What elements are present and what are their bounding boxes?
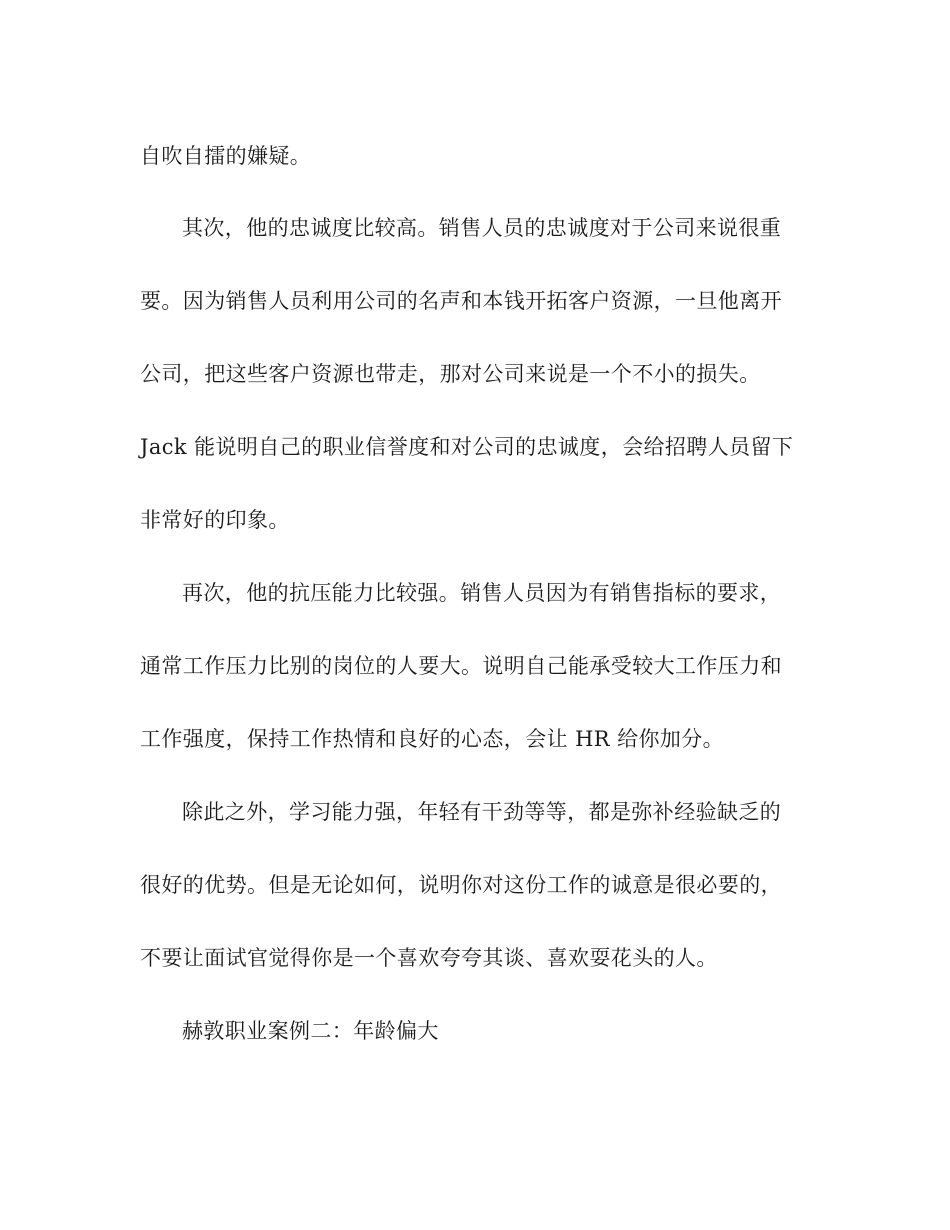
paragraph-first-line: 再次，他的抗压能力比较强。销售人员因为有销售指标的要求， bbox=[182, 581, 782, 605]
text-line: 工作强度，保持工作热情和良好的心态，会让 HR 给你加分。 bbox=[140, 727, 725, 751]
text-line: 不要让面试官觉得你是一个喜欢夸夸其谈、喜欢耍花头的人。 bbox=[140, 946, 718, 970]
text-line: 要。因为销售人员利用公司的名声和本钱开拓客户资源，一旦他离开 bbox=[140, 289, 782, 313]
text-line: Jack 能说明自己的职业信誉度和对公司的忠诚度，会给招聘人员留下 bbox=[140, 435, 794, 459]
paragraph-first-line: 除此之外，学习能力强，年轻有干劲等等，都是弥补经验缺乏的 bbox=[182, 800, 782, 824]
paragraph-first-line: 其次，他的忠诚度比较高。销售人员的忠诚度对于公司来说很重 bbox=[182, 216, 782, 240]
text-line: 很好的优势。但是无论如何，说明你对这份工作的诚意是很必要的， bbox=[140, 873, 782, 897]
text-line: 非常好的印象。 bbox=[140, 508, 290, 532]
section-heading: 赫敦职业案例二：年龄偏大 bbox=[182, 1019, 439, 1043]
text-line: 公司，把这些客户资源也带走，那对公司来说是一个不小的损失。 bbox=[140, 362, 761, 386]
text-line: 通常工作压力比别的岗位的人要大。说明自己能承受较大工作压力和 bbox=[140, 654, 782, 678]
text-line: 自吹自擂的嫌疑。 bbox=[140, 144, 312, 168]
